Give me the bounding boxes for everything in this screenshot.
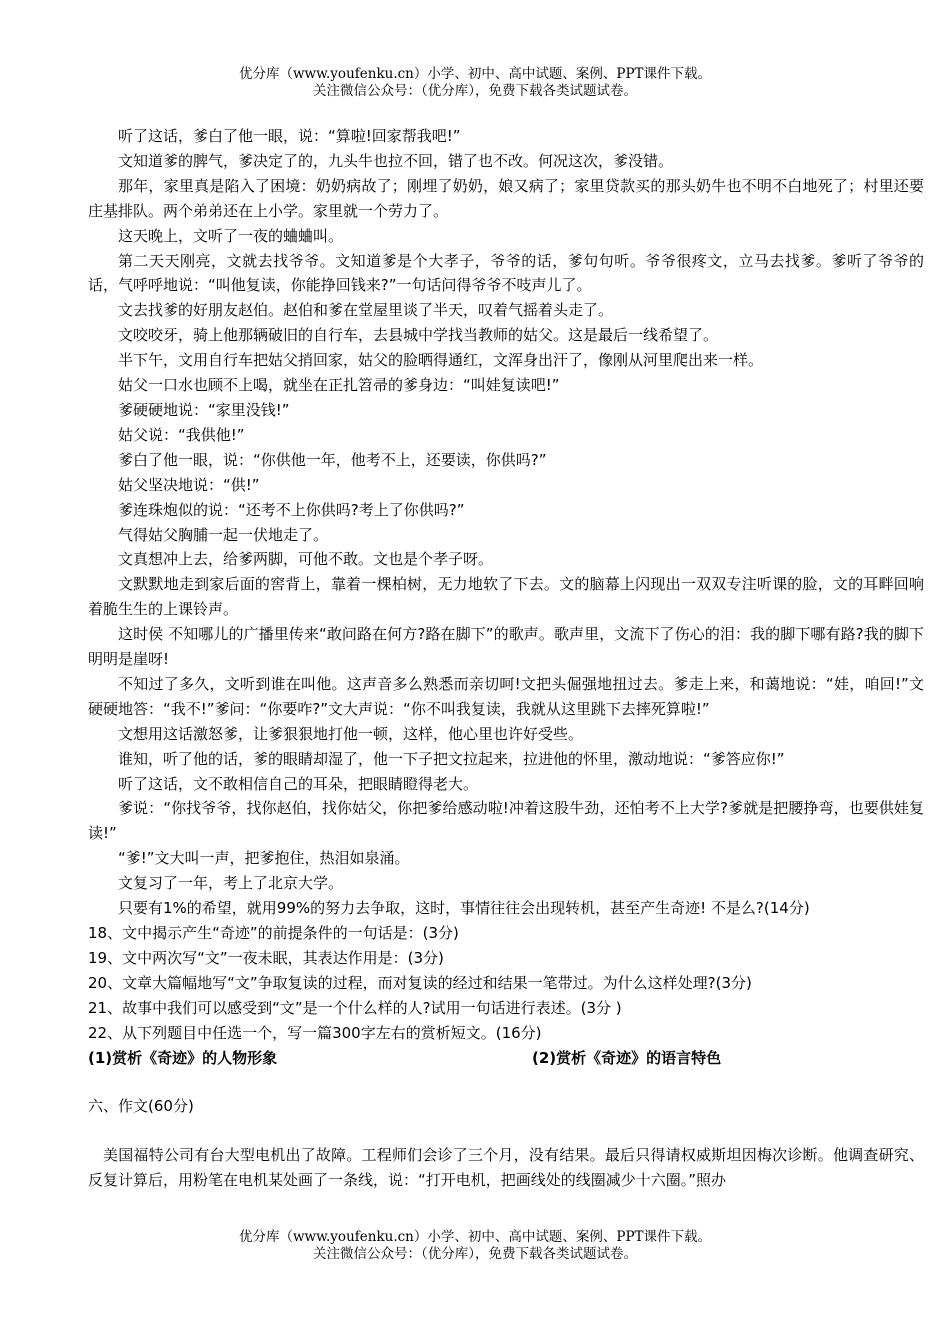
paragraph: 谁知，听了他的话，爹的眼睛却湿了，他一下子把文拉起来，拉进他的怀里，激动地说：“爹答应你!” [118,749,785,768]
paragraph: 这时侯 不知哪儿的广播里传来“敢问路在何方?路在脚下”的歌声。歌声里，文流下了伤心的泪：我的脚下哪有路?我的脚下明明是崖呀! [88,625,924,669]
paragraph: 听了这话，文不敢相信自己的耳朵，把眼睛瞪得老大。 [118,774,479,793]
paragraph: 文真想冲上去，给爹两脚，可他不敢。文也是个孝子呀。 [118,550,494,569]
paragraph: 那年，家里真是陷入了困境：奶奶病故了；刚埋了奶奶，娘又病了；家里贷款买的那头奶牛也不明不白地死了；村里还要庄基排队。两个弟弟还在上小学。家里就一个劳力了。 [88,176,924,220]
paragraph: 第二天天刚亮，文就去找爷爷。文知道爹是个大孝子，爷爷的话，爹句句听。爷爷很疼文，立马去找爹。爹听了爷爷的话，气呼呼地说：“叫他复读，你能挣回钱来?”一句话问得爷爷不吱声儿了。 [88,251,924,295]
option-1: (1)赏析《奇迹》的人物形象 [88,1048,278,1067]
question-18: 18、文中揭示产生“奇迹”的前提条件的一句话是：(3分) [88,924,459,942]
question-22: 22、从下列题目中任选一个，写一篇300字左右的赏析短文。(16分) [88,1023,542,1042]
essay-prompt: 美国福特公司有台大型电机出了故障。工程师们会诊了三个月，没有结果。最后只得请权威斯坦因梅次诊断。他调查研究、反复计算后，用粉笔在电机某处画了一条线，说：“打开电机，把画线处的线圈减少十六圈。”照办 [88,1146,924,1190]
paragraph: 半下午，文用自行车把姑父捎回家，姑父的脸晒得通红，文浑身出汗了，像刚从河里爬出来一样。 [118,351,764,370]
paragraph: 文知道爹的脾气，爹决定了的，九头牛也拉不回，错了也不改。何况这次，爹没错。 [118,151,674,170]
question-20: 20、文章大篇幅地写“文”争取复读的过程，而对复读的经过和结果一笔带过。为什么这样处理?(3分) [88,973,752,992]
paragraph: 姑父一口水也顾不上喝，就坐在正扎笤帚的爹身边：“叫娃复读吧!” [118,376,560,395]
header-line-2: 关注微信公众号：（优分库），免费下载各类试题试卷。 [313,83,637,99]
page-header [0,66,950,100]
paragraph: 姑父坚决地说：“供!” [118,475,260,494]
paragraph: 不知过了多久，文听到谁在叫他。这声音多么熟悉而亲切呵!文把头倔强地扭过去。爹走上来，和蔼地说：“娃，咱回!”文硬硬地答：“我不!”爹问：“你要咋?”文大声说：“你不叫我复读，我就从这里跳下去摔死算啦!” [88,674,924,718]
question-19: 19、文中两次写“文”一夜未眠，其表达作用是：(3分) [88,948,444,967]
paragraph: 气得姑父胸脯一起一伏地走了。 [118,525,329,544]
page-footer [0,1229,950,1263]
option-2: (2)赏析《奇迹》的语言特色 [532,1048,722,1067]
paragraph: 姑父说：“我供他!” [118,425,245,444]
footer-line-2: 关注微信公众号：（优分库），免费下载各类试题试卷。 [313,1246,637,1262]
paragraph: 只要有1%的希望，就用99%的努力去争取，这时，事情往往会出现转机，甚至产生奇迹! 不是么?(14分) [118,899,810,918]
paragraph: 文复习了一年，考上了北京大学。 [118,874,344,893]
question-22-options [88,1046,924,1071]
footer-line-1: 优分库（www.youfenku.cn）小学、初中、高中试题、案例、PPT课件下载。 [238,1229,712,1245]
document-body [88,124,924,1193]
paragraph: “爹!”文大叫一声，把爹抱住，热泪如泉涌。 [118,849,410,868]
paragraph: 这天晚上，文听了一夜的蛐蛐叫。 [118,226,344,245]
section-title: 六、作文(60分) [88,1097,194,1116]
paragraph: 爹连珠炮似的说：“还考不上你供吗?考上了你供吗?” [118,500,465,519]
paragraph: 文想用这话激怒爹，让爹狠狠地打他一顿，这样，他心里也许好受些。 [118,724,584,743]
paragraph: 听了这话，爹白了他一眼，说：“算啦!回家帮我吧!” [118,127,461,145]
paragraph: 文咬咬牙，骑上他那辆破旧的自行车，去县城中学找当教师的姑父。这是最后一线希望了。 [118,326,719,345]
paragraph: 文去找爹的好朋友赵伯。赵伯和爹在堂屋里谈了半天，叹着气摇着头走了。 [118,301,614,320]
paragraph: 爹硬硬地说：“家里没钱!” [118,400,290,419]
header-line-1: 优分库（www.youfenku.cn）小学、初中、高中试题、案例、PPT课件下载。 [238,66,712,82]
paragraph: 爹白了他一眼，说：“你供他一年，他考不上，还要读，你供吗?” [118,450,547,469]
question-21: 21、故事中我们可以感受到“文”是一个什么样的人?试用一句话进行表述。(3分 ) [88,998,622,1017]
paragraph: 爹说：“你找爷爷，找你赵伯，找你姑父，你把爹给感动啦!冲着这股牛劲，还怕考不上大学?爹就是把腰挣弯，也要供娃复读!” [88,799,924,843]
paragraph: 文默默地走到家后面的窖背上，靠着一棵柏树，无力地软了下去。文的脑幕上闪现出一双双专注听课的脸，文的耳畔回响着脆生生的上课铃声。 [88,575,924,619]
